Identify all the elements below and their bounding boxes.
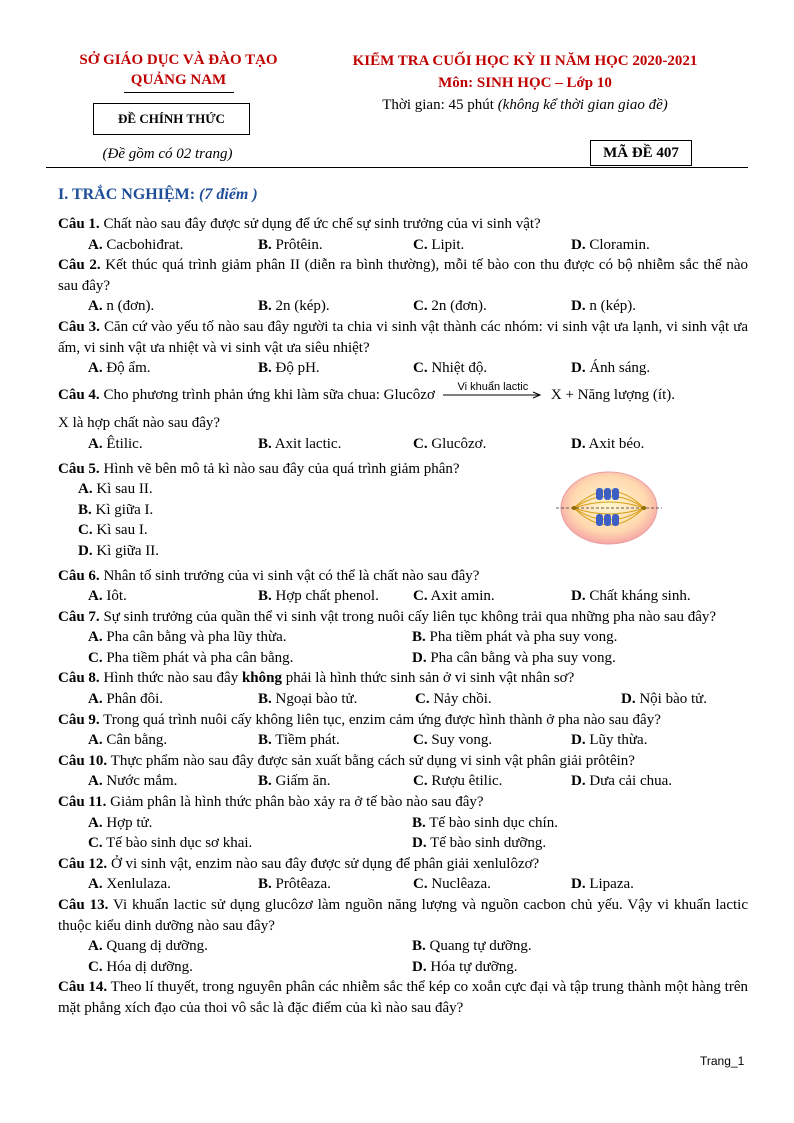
options-11 — [58, 813, 748, 854]
option-b[interactable]: B. Axit lactic. — [258, 435, 342, 452]
option-b[interactable]: B. Độ pH. — [258, 360, 320, 377]
option-d[interactable]: D. Chất kháng sinh. — [571, 588, 691, 605]
question-8: Câu 8. Hình thức nào sau đây không phải là hình thức sinh sản ở vi sinh vật nhân sơ? — [58, 670, 575, 687]
option-a[interactable]: A. Êtilic. — [88, 435, 143, 452]
question-number: Câu 5. — [58, 460, 100, 477]
centriole-left — [572, 506, 576, 510]
options-1 — [58, 235, 748, 256]
options-9 — [58, 730, 748, 751]
option-b[interactable]: B. Tế bào sinh dục chín. — [412, 814, 558, 831]
header-rule — [46, 167, 748, 168]
question-text: Giảm phân là hình thức phân bào xảy ra ở tế bào nào sau đây? — [106, 794, 484, 811]
option-c[interactable]: C. Lipit. — [413, 236, 465, 253]
question-number: Câu 9. — [58, 711, 100, 728]
option-d[interactable]: D. Ánh sáng. — [571, 360, 651, 377]
question-text: Cho phương trình phản ứng khi làm sữa chua: Glucôzơ — [99, 386, 435, 403]
option-a[interactable]: A. Kì sau II. — [78, 481, 153, 498]
exam-subject: Môn: SINH HỌC – Lớp 10 — [438, 75, 612, 91]
option-a[interactable]: A. Cân bằng. — [88, 732, 168, 749]
option-d[interactable]: D. Cloramin. — [571, 236, 650, 253]
question-4-cont: X là hợp chất nào sau đây? — [58, 415, 221, 432]
option-a[interactable]: A. Độ ẩm. — [88, 360, 151, 377]
header-underline — [124, 92, 234, 93]
option-d[interactable]: D. Hóa tự dưỡng. — [412, 958, 518, 975]
exam-title: KIỂM TRA CUỐI HỌC KỲ II NĂM HỌC 2020-2021 — [352, 53, 698, 69]
option-d[interactable]: D. Nội bào tử. — [621, 691, 708, 708]
option-c[interactable]: C. Pha tiềm phát và pha cân bằng. — [88, 649, 294, 666]
options-13 — [58, 936, 748, 977]
option-d[interactable]: D. Lipaza. — [571, 876, 634, 893]
option-a[interactable]: A. Cacbohiđrat. — [88, 236, 184, 253]
question-4 — [58, 381, 748, 406]
question-text: Căn cứ vào yếu tố nào sau đây người ta chia vi sinh vật thành các nhóm: vi sinh vật ưa lạnh, vi sinh vật ưa ấm, vi sinh vật ưa nhiệt và vi sinh vật ưa siêu nhiệt? — [58, 318, 748, 356]
option-d[interactable]: D. Dưa cải chua. — [571, 773, 673, 790]
option-b[interactable]: B. Ngoại bào tử. — [258, 691, 358, 708]
options-3 — [58, 358, 748, 379]
option-b[interactable]: B. Hợp chất phenol. — [258, 588, 379, 605]
option-d[interactable]: D. n (kép). — [571, 298, 636, 315]
question-number: Câu 2. — [58, 257, 101, 274]
option-b[interactable]: B. 2n (kép). — [258, 298, 330, 315]
question-text: Theo lí thuyết, trong nguyên phân các nhiễm sắc thể kép co xoắn cực đại và tập trung thành một hàng trên mặt phẳng xích đạo của thoi vô sắc là đặc điểm của kì nào sau đây? — [58, 979, 748, 1016]
option-b[interactable]: B. Kì giữa I. — [78, 501, 154, 518]
options-8 — [58, 689, 748, 710]
question-number: Câu 13. — [58, 897, 109, 913]
option-a[interactable]: A. Hợp tử. — [88, 814, 153, 831]
question-number: Câu 8. — [58, 670, 100, 687]
question-number: Câu 1. — [58, 216, 100, 232]
dept-line1: SỞ GIÁO DỤC VÀ ĐÀO TẠO — [79, 52, 278, 68]
option-c[interactable]: C. Nuclêaza. — [413, 876, 491, 893]
option-b[interactable]: B. Giấm ăn. — [258, 773, 331, 790]
question-text: Kết thúc quá trình giảm phân II (diễn ra bình thường), mỗi tế bào con thu được có bộ nhiễm sắc thể nào sau đây? — [58, 257, 748, 294]
centriole-right — [642, 506, 646, 510]
option-b[interactable]: B. Quang tự dưỡng. — [412, 938, 532, 955]
question-9 — [58, 710, 748, 731]
school-header — [46, 50, 311, 93]
question-text: Ở vi sinh vật, enzim nào sau đây được sử dụng để phân giải xenlulôzơ? — [107, 855, 540, 872]
question-text-end: X + Năng lượng (ít). — [550, 386, 675, 403]
option-d[interactable]: D. Kì giữa II. — [78, 542, 160, 559]
option-c[interactable]: C. Hóa dị dưỡng. — [88, 958, 193, 975]
option-a[interactable]: A. Quang dị dưỡng. — [88, 938, 208, 955]
question-text: Thực phẩm nào sau đây được sản xuất bằng cách sử dụng vi sinh vật phân giải prôtêin? — [107, 752, 635, 769]
question-text: Sự sinh trưởng của quần thể vi sinh vật trong nuôi cấy liên tục không trải qua những pha nào sau đây? — [99, 608, 717, 625]
pages-note-text: (Đề gồm có 02 trang) — [102, 146, 233, 162]
page-number: Trang_1 — [700, 1054, 745, 1068]
option-c[interactable]: C. Suy vong. — [413, 732, 493, 749]
question-number: Câu 11. — [58, 794, 107, 811]
pages-note — [60, 146, 275, 163]
option-a[interactable]: A. Phân đôi. — [88, 691, 164, 708]
option-c[interactable]: C. Tế bào sinh dục sơ khai. — [88, 835, 253, 852]
option-a[interactable]: A. Nước mắm. — [88, 773, 178, 790]
question-14 — [58, 977, 748, 1018]
question-1 — [58, 214, 748, 235]
option-c[interactable]: C. Rượu êtilic. — [413, 773, 503, 790]
options-7 — [58, 627, 748, 668]
question-text: Trong quá trình nuôi cấy không liên tục, enzim cảm ứng được hình thành ở pha nào sau đây? — [99, 711, 661, 728]
section-title — [58, 186, 258, 204]
question-10 — [58, 751, 748, 772]
option-c[interactable]: C. Axit amin. — [413, 588, 495, 605]
meiosis-cell-figure — [556, 468, 662, 548]
option-c[interactable]: C. Kì sau I. — [78, 522, 148, 539]
exam-header — [315, 50, 735, 116]
question-13 — [58, 895, 748, 936]
options-10 — [58, 771, 748, 792]
option-d[interactable]: D. Lũy thừa. — [571, 732, 648, 749]
time-note: (không kể thời gian giao đề) — [497, 97, 668, 113]
question-text: Nhân tố sinh trưởng của vi sinh vật có thể là chất nào sau đây? — [99, 567, 480, 584]
question-12 — [58, 854, 748, 875]
option-a[interactable]: A. Xenlulaza. — [88, 876, 171, 893]
options-12 — [58, 874, 748, 895]
option-c[interactable]: C. Glucôzơ. — [413, 435, 487, 452]
exam-code-box: MÃ ĐỀ 407 — [590, 140, 692, 166]
question-number: Câu 7. — [58, 608, 100, 625]
option-a[interactable]: A. n (đơn). — [88, 298, 155, 315]
options-4 — [58, 434, 748, 455]
option-d[interactable]: D. Tế bào sinh dưỡng. — [412, 835, 547, 852]
option-b[interactable]: B. Tiềm phát. — [258, 732, 340, 749]
section-points: (7 điểm ) — [199, 186, 258, 203]
option-d[interactable]: D. Axit béo. — [571, 435, 645, 452]
time-prefix: Thời gian: 45 phút — [382, 97, 498, 113]
question-number: Câu 3. — [58, 318, 100, 335]
emphasis-not: không — [241, 670, 282, 687]
question-number: Câu 14. — [58, 979, 108, 996]
option-a[interactable]: A. Iôt. — [88, 588, 127, 605]
question-text: Hình vẽ bên mô tả kì nào sau đây của quá trình giảm phân? — [99, 460, 460, 477]
section-label: I. TRẮC NGHIỆM: — [58, 186, 200, 203]
option-c[interactable]: C. 2n (đơn). — [413, 298, 487, 315]
exam-time — [315, 94, 735, 116]
official-box: ĐỀ CHÍNH THỨC — [93, 103, 250, 135]
question-3 — [58, 317, 748, 358]
question-number: Câu 12. — [58, 855, 108, 872]
question-text: Vi khuẩn lactic sử dụng glucôzơ làm nguồn năng lượng và nguồn cacbon chủ yếu. Vậy vi khuẩn lactic thuộc kiểu dinh dưỡng nào sau đây? — [58, 897, 748, 934]
reaction-arrow — [443, 381, 543, 405]
option-a[interactable]: A. Pha cân bằng và pha lũy thừa. — [88, 629, 287, 646]
question-number: Câu 4. — [58, 386, 100, 403]
question-6 — [58, 566, 748, 587]
question-number: Câu 10. — [58, 752, 108, 769]
option-b[interactable]: B. Prôtêin. — [258, 236, 323, 253]
options-6 — [58, 586, 748, 607]
option-b[interactable]: B. Prôtêaza. — [258, 876, 331, 893]
option-b[interactable]: B. Pha tiềm phát và pha suy vong. — [412, 629, 618, 646]
options-2 — [58, 296, 748, 317]
dept-line2: QUẢNG NAM — [130, 72, 227, 88]
arrow-icon — [443, 391, 543, 399]
questions — [58, 214, 748, 1019]
option-d[interactable]: D. Pha cân bằng và pha suy vong. — [412, 649, 616, 666]
option-c[interactable]: C. Nhiệt độ. — [413, 360, 488, 377]
question-11 — [58, 792, 748, 813]
option-c[interactable]: C. Nảy chồi. — [415, 691, 492, 708]
question-7 — [58, 607, 748, 628]
arrow-label: Vi khuẩn lactic — [457, 381, 529, 394]
question-text: Chất nào sau đây được sử dụng để ức chế sự sinh trưởng của vi sinh vật? — [99, 216, 541, 232]
question-number: Câu 6. — [58, 567, 100, 584]
question-2 — [58, 255, 748, 296]
